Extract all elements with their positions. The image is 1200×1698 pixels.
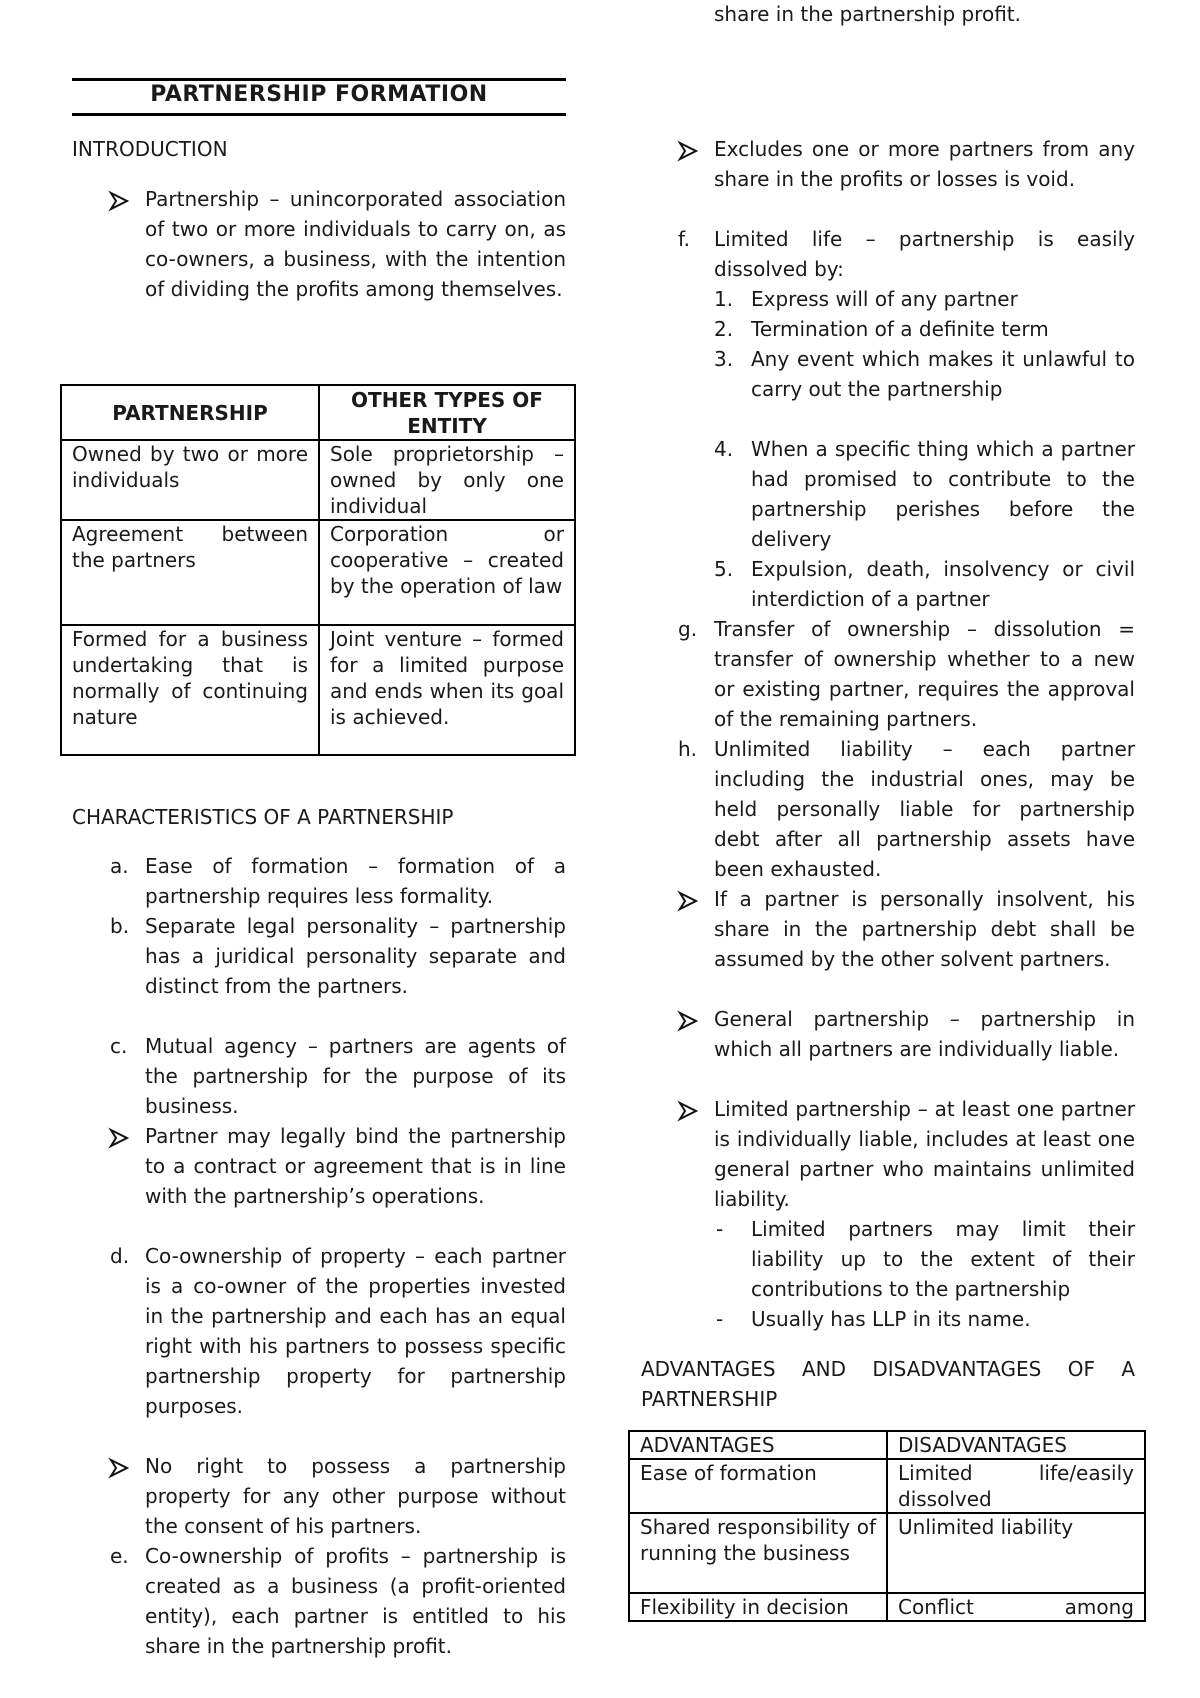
list-marker: c. [110, 1034, 128, 1058]
arrow-bullet-icon [678, 1101, 698, 1121]
list-marker: 5. [714, 557, 734, 581]
table-cell: Ease of formation [629, 1459, 887, 1513]
list-item: Separate legal personality – partnership has a juridical personality separate and distinct from the partners. [145, 914, 566, 998]
table-header-cell: ADVANTAGES [629, 1431, 887, 1459]
list-item: Express will of any partner [751, 287, 1018, 311]
arrow-bullet-icon [109, 1458, 129, 1478]
table-row [61, 625, 575, 755]
table-cell: Corporation or cooperative – created by the operation of law [319, 520, 575, 625]
title-bottom-rule [72, 113, 566, 116]
list-item: Co-ownership of profits – partnership is created as a business (a profit-oriented entity), each partner is entitled to his share in the partnership profit. [145, 1544, 566, 1658]
table-cell-text: Conflict among [898, 1595, 1134, 1619]
table-cell: Shared responsibility of running the business [629, 1513, 887, 1593]
list-item: Co-ownership of property – each partner is a co-owner of the properties invested in the partnership and each has an equal right with his partners to possess specific partnership property for partnership purposes. [145, 1244, 566, 1418]
list-marker: 3. [714, 347, 734, 371]
list-item: Partner may legally bind the partnership to a contract or agreement that is in line with the partnership’s operations. [145, 1124, 566, 1208]
arrow-bullet-icon [678, 141, 698, 161]
list-item: Expulsion, death, insolvency or civil interdiction of a partner [751, 557, 1135, 611]
list-item-continued-text: share in the partnership profit. [714, 2, 1022, 26]
list-marker: - [716, 1307, 724, 1331]
list-item: Termination of a definite term [751, 317, 1049, 341]
list-marker: b. [110, 914, 130, 938]
table-header-row [61, 385, 575, 440]
table-row [629, 1513, 1145, 1593]
page-title: PARTNERSHIP FORMATION [150, 82, 488, 107]
list-item: Mutual agency – partners are agents of the partnership for the purpose of its business. [145, 1034, 566, 1118]
list-item: No right to possess a partnership property for any other purpose without the consent of his partners. [145, 1454, 566, 1538]
list-item: Ease of formation – formation of a partnership requires less formality. [145, 854, 566, 908]
arrow-bullet-icon [678, 891, 698, 911]
table-cell: Unlimited liability [887, 1513, 1145, 1593]
list-marker: 4. [714, 437, 734, 461]
list-item: Usually has LLP in its name. [751, 1307, 1031, 1331]
list-marker: 2. [714, 317, 734, 341]
intro-heading: INTRODUCTION [72, 137, 228, 161]
table-cell: Limited life/easily dissolved [887, 1459, 1145, 1513]
table-row [61, 440, 575, 520]
list-marker: 1. [714, 287, 734, 311]
table-cell: Flexibility in decision [629, 1593, 887, 1621]
table-cell: Formed for a business undertaking that is normally of continuing nature [61, 625, 319, 755]
list-marker: a. [110, 854, 129, 878]
list-marker: d. [110, 1244, 130, 1268]
list-item: General partnership – partnership in which all partners are individually liable. [714, 1007, 1135, 1061]
list-marker: e. [110, 1544, 129, 1568]
title-top-rule [72, 78, 566, 81]
table-cell: Owned by two or more individuals [61, 440, 319, 520]
table-row [629, 1459, 1145, 1513]
table-header-cell: OTHER TYPES OF ENTITY [319, 385, 575, 440]
partnership-compare-table [60, 384, 576, 756]
list-item: Limited life – partnership is easily dissolved by: [714, 227, 1135, 281]
characteristics-heading: CHARACTERISTICS OF A PARTNERSHIP [72, 805, 454, 829]
advantages-table [628, 1430, 1146, 1622]
list-item: When a specific thing which a partner had promised to contribute to the partnership perishes before the delivery [751, 437, 1135, 551]
table-cell [887, 1593, 1145, 1621]
list-item: Excludes one or more partners from any share in the profits or losses is void. [714, 137, 1135, 191]
intro-bullet: Partnership – unincorporated association of two or more individuals to carry on, as co-owners, a business, with the intention of dividing the profits among themselves. [145, 187, 566, 301]
list-item: Limited partners may limit their liability up to the extent of their contributions to the partnership [751, 1217, 1135, 1301]
table-header-row [629, 1431, 1145, 1459]
list-marker: h. [678, 737, 698, 761]
table-cell: Joint venture – formed for a limited purpose and ends when its goal is achieved. [319, 625, 575, 755]
table-header-cell: DISADVANTAGES [887, 1431, 1145, 1459]
list-marker: g. [678, 617, 698, 641]
table-cell: Agreement between the partners [61, 520, 319, 625]
list-item: Any event which makes it unlawful to carry out the partnership [751, 347, 1135, 401]
list-item: If a partner is personally insolvent, his share in the partnership debt shall be assumed by the other solvent partners. [714, 887, 1135, 971]
list-marker: f. [678, 227, 690, 251]
arrow-bullet-icon [678, 1011, 698, 1031]
list-item: Transfer of ownership – dissolution = transfer of ownership whether to a new or existing partner, requires the approval of the remaining partners. [714, 617, 1135, 731]
list-item-continued [714, 0, 1135, 119]
table-header-cell: PARTNERSHIP [61, 385, 319, 440]
table-cell: Sole proprietorship – owned by only one individual [319, 440, 575, 520]
list-item: Unlimited liability – each partner including the industrial ones, may be held personally liable for partnership debt after all partnership assets have been exhausted. [714, 737, 1135, 881]
arrow-bullet-icon [109, 191, 129, 211]
list-item: Limited partnership – at least one partner is individually liable, includes at least one general partner who maintains unlimited liability. [714, 1097, 1135, 1211]
table-row [629, 1593, 1145, 1621]
arrow-bullet-icon [109, 1128, 129, 1148]
table-row [61, 520, 575, 625]
list-marker: - [716, 1217, 724, 1241]
adv-heading: ADVANTAGES AND DISADVANTAGES OF A PARTNERSHIP [641, 1357, 1135, 1411]
